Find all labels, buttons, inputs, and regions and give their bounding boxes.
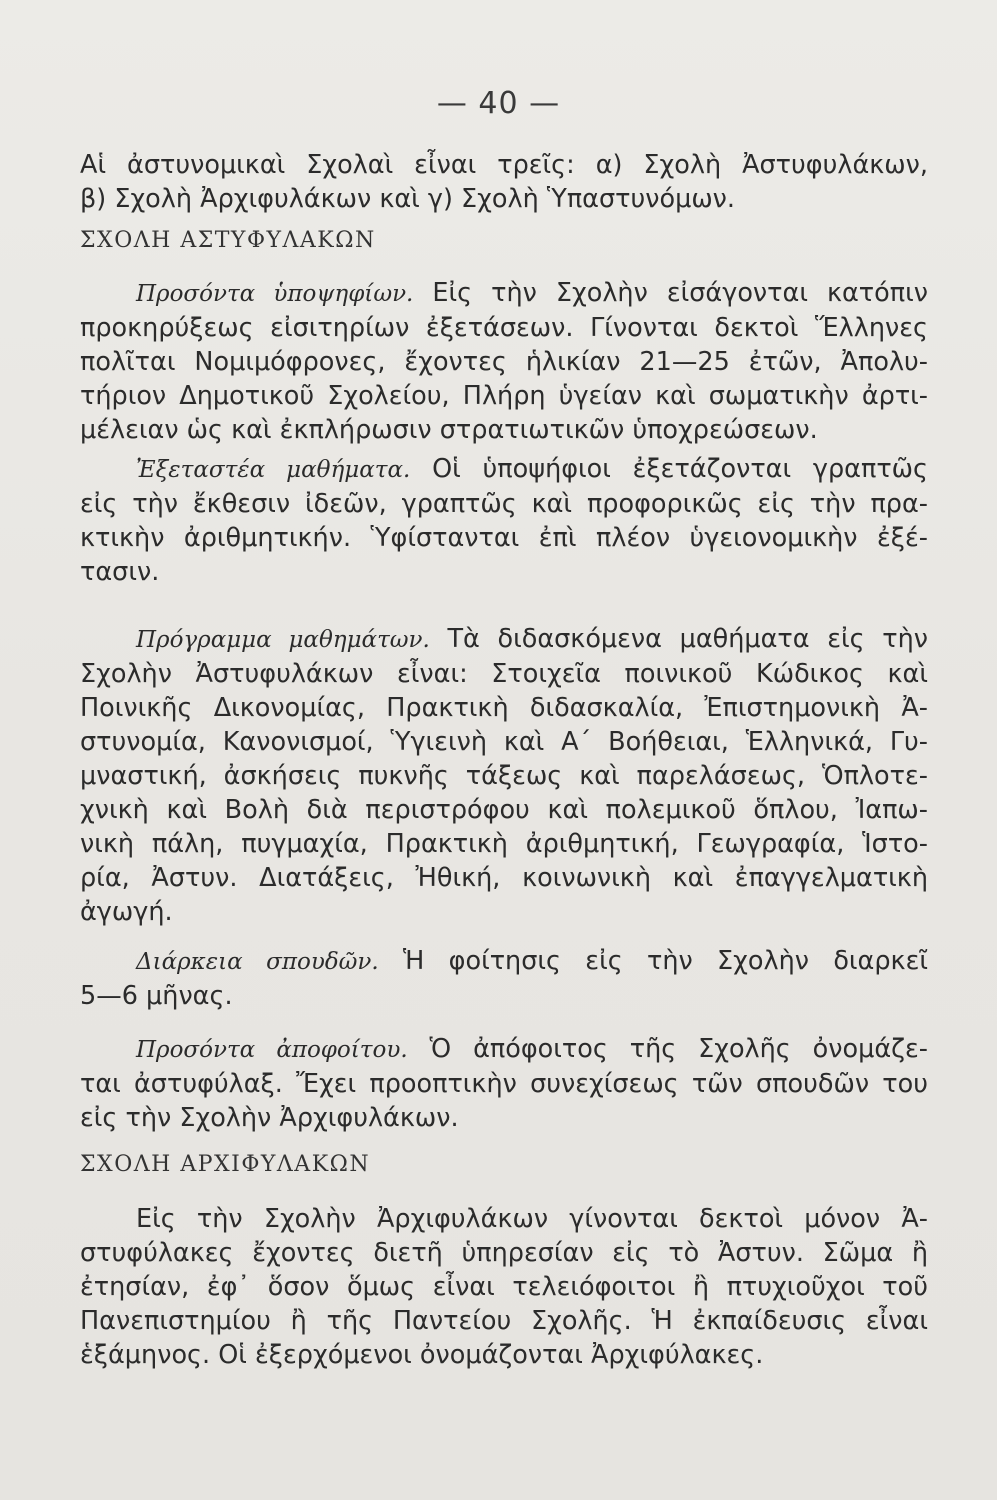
text-line: Ποινικῆς Δικονομίας, Πρακτικὴ διδασκαλία, Ἐπιστημονικὴ Ἀ- <box>80 693 928 723</box>
text-line: β) Σχολὴ Ἀρχιφυλάκων καὶ γ) Σχολὴ Ὑπαστυνόμων. <box>80 184 736 214</box>
text-line: στυνομία, Κανονισμοί, Ὑγιεινὴ καὶ Α΄ Βοήθειαι, Ἑλληνικά, Γυ- <box>80 727 928 757</box>
paragraph-scholi-archifylakon <box>80 1202 928 1372</box>
page-number: — 40 — <box>436 86 561 121</box>
text-line: στυφύλακες ἔχοντες διετῆ ὑπηρεσίαν εἰς τὸ Ἀστυν. Σῶμα ἢ <box>80 1238 928 1268</box>
text-line: ἀγωγή. <box>80 897 173 927</box>
paragraph-lead: Προσόντα ἀποφοίτου. <box>136 1037 408 1063</box>
text-line: Προσόντα ἀποφοίτου. Ὁ ἀπόφοιτος τῆς Σχολῆς ὀνομάζε- <box>136 1034 928 1064</box>
paragraph-lead: Πρόγραμμα μαθημάτων. <box>136 627 430 653</box>
text-line: κτικὴν ἀριθμητικήν. Ὑφίστανται ἐπὶ πλέον ὑγειονομικὴν ἐξέ- <box>80 523 928 553</box>
paragraph-lead: Προσόντα ὑποψηφίων. <box>136 281 414 307</box>
text-line: ται ἀστυφύλαξ. Ἔχει προοπτικὴν συνεχίσεως τῶν σπουδῶν του <box>80 1069 928 1099</box>
text-line: 5—6 μῆνας. <box>80 981 233 1011</box>
text-line: εἰς τὴν ἔκθεσιν ἰδεῶν, γραπτῶς καὶ προφορικῶς εἰς τὴν πρα- <box>80 489 928 519</box>
text-line: πολῖται Νομιμόφρονες, ἔχοντες ἡλικίαν 21—25 ἐτῶν, Ἀπολυ- <box>80 347 928 377</box>
text-line: Εἰς τὴν Σχολὴν Ἀρχιφυλάκων γίνονται δεκτοὶ μόνον Ἀ- <box>136 1204 928 1234</box>
text-line: Σχολὴν Ἀστυφυλάκων εἶναι: Στοιχεῖα ποινικοῦ Κώδικος καὶ <box>80 659 928 689</box>
text-line: τήριον Δημοτικοῦ Σχολείου, Πλήρη ὑγείαν καὶ σωματικὴν ἀρτι- <box>80 381 928 411</box>
paragraph-programma-mathimaton <box>80 622 928 929</box>
paragraph-lead: Διάρκεια σπουδῶν. <box>136 949 379 975</box>
text-line: Πρόγραμμα μαθημάτων. Τὰ διδασκόμενα μαθήματα εἰς τὴν <box>136 624 928 654</box>
section-heading-astyfylakon: ΣΧΟΛΗ ΑΣΤΥΦΥΛΑΚΩΝ <box>80 228 376 253</box>
paragraph-diarkeia-spoudon <box>80 944 928 1013</box>
text-line: ἐτησίαν, ἐφ᾽ ὅσον ὅμως εἶναι τελειόφοιτοι ἢ πτυχιοῦχοι τοῦ <box>80 1272 928 1302</box>
text-line: ἑξάμηνος. Οἱ ἐξερχόμενοι ὀνομάζονται Ἀρχιφύλακες. <box>80 1340 764 1370</box>
text-line: προκηρύξεως εἰσιτηρίων ἐξετάσεων. Γίνονται δεκτοὶ Ἕλληνες <box>80 313 928 343</box>
text-line: Αἱ ἀστυνομικαὶ Σχολαὶ εἶναι τρεῖς: α) Σχολὴ Ἀστυφυλάκων, <box>80 150 928 180</box>
text-line: Ἐξεταστέα μαθήματα. Οἱ ὑποψήφιοι ἐξετάζονται γραπτῶς <box>136 454 928 484</box>
text-line: Διάρκεια σπουδῶν. Ἡ φοίτησις εἰς τὴν Σχολὴν διαρκεῖ <box>136 946 928 976</box>
paragraph-prosonta-apofoitou <box>80 1032 928 1135</box>
paragraph-lead: Ἐξεταστέα μαθήματα. <box>136 457 411 483</box>
intro-paragraph <box>80 148 928 216</box>
text-line: νικὴ πάλη, πυγμαχία, Πρακτικὴ ἀριθμητική, Γεωγραφία, Ἱστο- <box>80 829 928 859</box>
text-line: μέλειαν ὡς καὶ ἐκπλήρωσιν στρατιωτικῶν ὑποχρεώσεων. <box>80 415 818 445</box>
text-line: ρία, Ἀστυν. Διατάξεις, Ἠθική, κοινωνικὴ καὶ ἐπαγγελματικὴ <box>80 863 928 893</box>
text-line: εἰς τὴν Σχολὴν Ἀρχιφυλάκων. <box>80 1103 459 1133</box>
text-line: χνικὴ καὶ Βολὴ διὰ περιστρόφου καὶ πολεμικοῦ ὅπλου, Ἰαπω- <box>80 795 928 825</box>
text-line: Προσόντα ὑποψηφίων. Εἰς τὴν Σχολὴν εἰσάγονται κατόπιν <box>136 278 928 308</box>
section-heading-archifylakon: ΣΧΟΛΗ ΑΡΧΙΦΥΛΑΚΩΝ <box>80 1152 371 1177</box>
paragraph-exetastea-mathimata <box>80 452 928 589</box>
text-line: Πανεπιστημίου ἢ τῆς Παντείου Σχολῆς. Ἡ ἐκπαίδευσις εἶναι <box>80 1306 928 1336</box>
text-line: τασιν. <box>80 557 160 587</box>
text-line: μναστική, ἀσκήσεις πυκνῆς τάξεως καὶ παρελάσεως, Ὁπλοτε- <box>80 761 928 791</box>
paragraph-prosonta-ypopsifion <box>80 276 928 447</box>
